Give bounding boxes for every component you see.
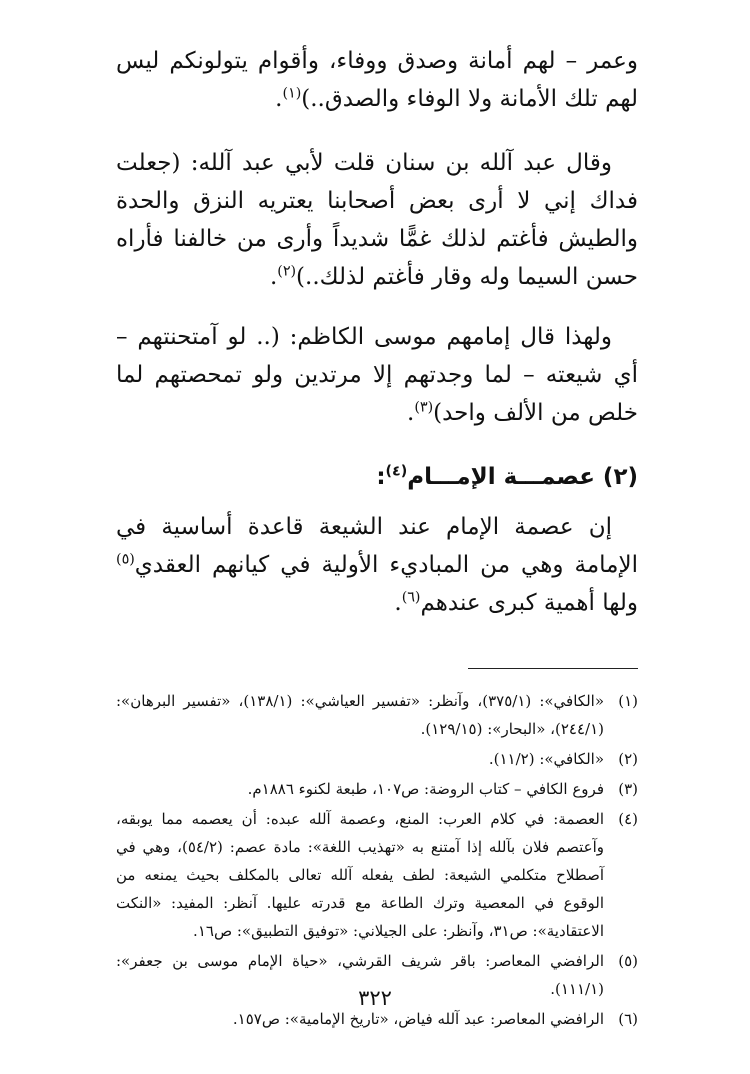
body-paragraph-2: وقال عبد آلله بن سنان قلت لأبي عبد آلله: (جعلت فداك إني لا أرى بعض أصحابنا يعتريه النزق والحدة والطيش فأغتم لذلك غمًّا شديداً وأرى من خالفنا فأراه حسن السيما وله وقار فأغتم لذلك..)$^{(٢)}$. [116, 150, 638, 290]
footnote-number: (١) [618, 692, 638, 710]
footnote-text: «الكافي»: (٣٧٥/١)، وآنظر: «تفسير العياشي»: (١٣٨/١)، «تفسير البرهان»: (٢٤٤/١)، «البحار»: (١٢٩/١٥). [116, 692, 604, 738]
footnotes [116, 687, 638, 1033]
footnote-text: الرافضي المعاصر: عبد آلله فياض، «تاريخ الإمامية»: ص١٥٧. [232, 1010, 604, 1028]
body-paragraph-3: ولهذا قال إمامهم موسى الكاظم: (.. لو آمتحنتهم – أي شيعته – لما وجدتهم إلا مرتدين ولو تمحصتهم لما خلص من الألف واحد)$^{(٣)}$. [116, 324, 638, 426]
footnote-3 [116, 775, 638, 803]
footnote-number: (٢) [618, 750, 638, 768]
paragraph-text: ولهذا قال إمامهم موسى الكاظم: (.. لو آمتحنتهم – أي شيعته – لما وجدتهم إلا مرتدين ولو تمحصتهم لما خلص من الألف واحد) [116, 324, 638, 426]
footnote-number: (٣) [618, 780, 638, 798]
footnote-divider [468, 668, 638, 669]
page-content [116, 42, 638, 1035]
page-number: ٣٢٢ [358, 986, 392, 1010]
footnote-text: العصمة: في كلام العرب: المنع، وعصمة آلله عبده: أن يعصمه مما يوبقه، وآعتصم فلان بآلله إذا آمتنع به «تهذيب اللغة»: مادة عصم: (٥٤/٢)، وهي في آصطلاح متكلمي الشيعة: لطف يفعله آلله تعالى بالمكلف بحيث يمنعه من الوقوع في المعصية وترك الطاعة مع قدرته عليها. آنظر: المفيد: «النكت الاعتقادية»: ص٣١، وآنظر: على الجيلاني: «توفيق التطبيق»: ص١٦. [116, 810, 604, 940]
heading-text: (٢) عصمـــة الإمـــام [407, 464, 638, 490]
footnote-number: (٦) [618, 1010, 638, 1028]
footnote-ref: (٣) [414, 399, 434, 416]
footnote-number: (٥) [618, 952, 638, 970]
paragraph-text: ولها أهمية كبرى عندهم [420, 590, 638, 616]
footnote-ref: (١) [282, 85, 302, 102]
footnote-text: «الكافي»: (١١/٢). [488, 750, 604, 768]
paragraph-text: وعمر – لهم أمانة وصدق ووفاء، وأقوام يتولونكم ليس لهم تلك الأمانة ولا الوفاء والصدق..) [116, 48, 638, 112]
footnote-text: الرافضي المعاصر: باقر شريف القرشي، «حياة الإمام موسى بن جعفر»: (١١١/١). [116, 952, 604, 998]
footnote-ref: (٢) [277, 263, 297, 280]
paragraph-text: وقال عبد آلله بن سنان قلت لأبي عبد آلله: (جعلت فداك إني لا أرى بعض أصحابنا يعتريه النزق والحدة والطيش فأغتم لذلك غمًّا شديداً وأرى من خالفنا فأراه حسن السيما وله وقار فأغتم لذلك..) [116, 150, 638, 290]
footnote-ref: (٥) [116, 551, 135, 568]
body-paragraph-4: إن عصمة الإمام عند الشيعة قاعدة أساسية في الإمامة وهي من المباديء الأولية في كيانهم العقدي$^{(٥)}$ ولها أهمية كبرى عندهم$^{(٦)}$. [116, 514, 638, 616]
body-paragraph-1: وعمر – لهم أمانة وصدق ووفاء، وأقوام يتولونكم ليس لهم تلك الأمانة ولا الوفاء والصدق..)$^{(١)}$. [116, 48, 638, 112]
footnote-text: فروع الكافي – كتاب الروضة: ص١٠٧، طبعة لكنوء ١٨٨٦م. [247, 780, 604, 798]
footnote-2 [116, 745, 638, 773]
section-heading: (٢) عصمـــة الإمـــام$^{(٤)}$: [376, 463, 638, 490]
footnote-number: (٤) [618, 810, 638, 828]
footnote-ref: (٦) [401, 589, 421, 606]
footnote-ref: (٤) [385, 463, 408, 480]
footnote-1 [116, 687, 638, 743]
footnote-4 [116, 805, 638, 945]
paragraph-text: إن عصمة الإمام عند الشيعة قاعدة أساسية في الإمامة وهي من المباديء الأولية في كيانهم العقدي [116, 514, 638, 578]
